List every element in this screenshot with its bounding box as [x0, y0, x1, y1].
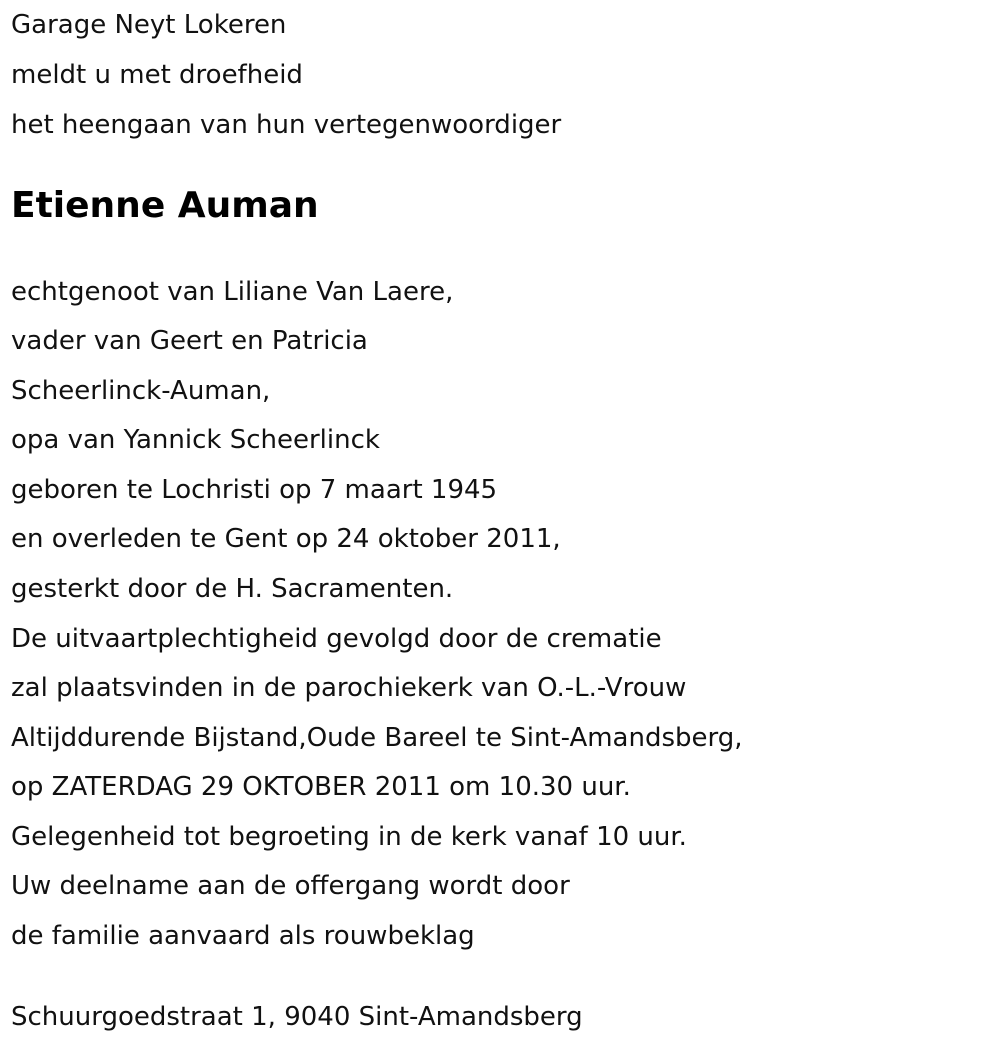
detail-line-5: geboren te Lochristi op 7 maart 1945 — [11, 475, 498, 505]
detail-line-6: en overleden te Gent op 24 oktober 2011, — [11, 524, 561, 554]
detail-line-10: Altijddurende Bijstand,Oude Bareel te Sint-Amandsberg, — [11, 723, 743, 753]
detail-line-8: De uitvaartplechtigheid gevolgd door de crematie — [11, 624, 662, 654]
detail-line-1: echtgenoot van Liliane Van Laere, — [11, 277, 454, 307]
detail-line-13: Uw deelname aan de offergang wordt door — [11, 871, 570, 901]
intro-line-3: het heengaan van hun vertegenwoordiger — [11, 110, 562, 140]
detail-line-3: Scheerlinck-Auman, — [11, 376, 271, 406]
deceased-name: Etienne Auman — [11, 185, 319, 226]
intro-line-2: meldt u met droefheid — [11, 60, 303, 90]
intro-line-1: Garage Neyt Lokeren — [11, 10, 287, 40]
detail-line-2: vader van Geert en Patricia — [11, 326, 368, 356]
address: Schuurgoedstraat 1, 9040 Sint-Amandsberg — [11, 1002, 583, 1032]
detail-line-4: opa van Yannick Scheerlinck — [11, 425, 380, 455]
detail-line-9: zal plaatsvinden in de parochiekerk van O.-L.-Vrouw — [11, 673, 687, 703]
detail-line-14: de familie aanvaard als rouwbeklag — [11, 921, 475, 951]
detail-line-12: Gelegenheid tot begroeting in de kerk vanaf 10 uur. — [11, 822, 687, 852]
detail-line-11: op ZATERDAG 29 OKTOBER 2011 om 10.30 uur. — [11, 772, 631, 802]
detail-line-7: gesterkt door de H. Sacramenten. — [11, 574, 454, 604]
